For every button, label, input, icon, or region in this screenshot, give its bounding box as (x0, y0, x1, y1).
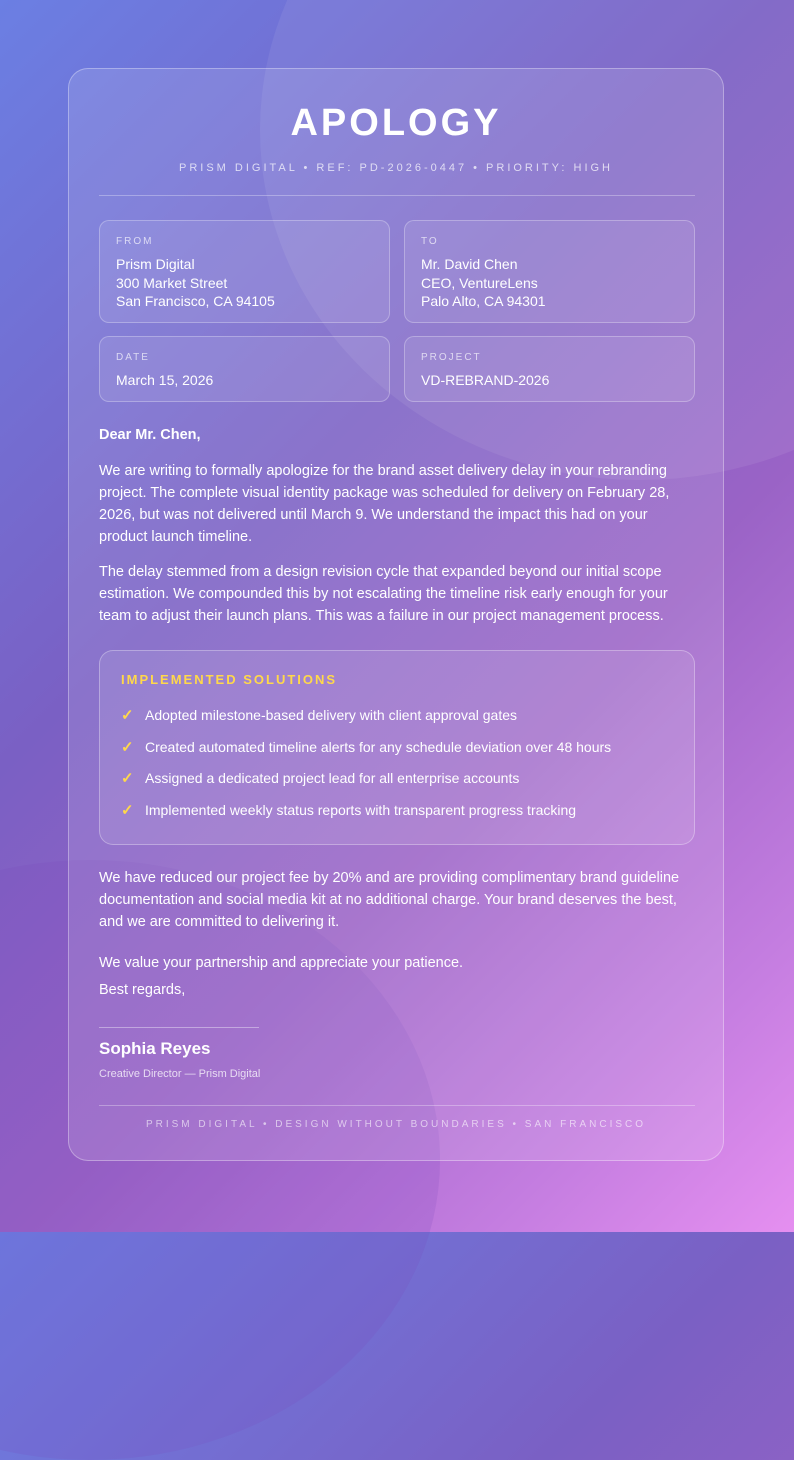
body-paragraph: We are writing to formally apologize for the brand asset delivery delay in your rebranding project. The complete visual identity package was scheduled for delivery on February 28, 2026, but was not delivered until March 9. We understand the impact this had on your product launch timeline. (99, 463, 670, 545)
to-label: TO (421, 236, 439, 247)
letter-title: APOLOGY (290, 102, 502, 144)
to-line: Mr. David Chen (421, 256, 518, 272)
signature-line (99, 1027, 259, 1028)
to-line: CEO, VentureLens (421, 274, 538, 291)
check-icon: ✓ (121, 802, 134, 819)
closing-line: We value your partnership and appreciate your patience. (99, 955, 464, 971)
solution-item (121, 768, 519, 788)
check-icon: ✓ (121, 739, 134, 756)
from-line: 300 Market Street (116, 274, 228, 291)
to-line: Palo Alto, CA 94301 (421, 293, 546, 309)
salutation: Dear Mr. Chen, (99, 427, 201, 443)
check-icon: ✓ (121, 770, 134, 787)
header-divider (99, 195, 695, 196)
footer-text: PRISM DIGITAL • DESIGN WITHOUT BOUNDARIES • SAN FRANCISCO (145, 1119, 647, 1130)
from-line: Prism Digital (116, 256, 195, 272)
solution-item (121, 705, 517, 725)
to-box (404, 220, 695, 323)
date-label: DATE (116, 352, 150, 363)
project-value: VD-REBRAND-2026 (421, 372, 550, 388)
footer-divider (99, 1105, 695, 1106)
check-icon: ✓ (121, 707, 134, 724)
solution-text: Assigned a dedicated project lead for all enterprise accounts (145, 770, 520, 786)
from-label: FROM (116, 236, 154, 247)
body-paragraph: The delay stemmed from a design revision cycle that expanded beyond our initial scope estimation. We compounded this by not escalating the timeline risk early enough for your team to adjust their launch plans. This was a failure in our project management process. (99, 564, 668, 624)
letter-subtitle: PRISM DIGITAL • REF: PD-2026-0447 • PRIORITY: HIGH (179, 162, 613, 174)
from-line: San Francisco, CA 94105 (116, 293, 275, 309)
solution-item (121, 737, 611, 757)
solutions-title: IMPLEMENTED SOLUTIONS (121, 672, 338, 687)
date-box (99, 336, 390, 402)
solution-text: Created automated timeline alerts for any schedule deviation over 48 hours (145, 739, 612, 755)
solution-text: Implemented weekly status reports with transparent progress tracking (145, 802, 577, 818)
project-box (404, 336, 695, 402)
signature-role: Creative Director — Prism Digital (99, 1068, 261, 1080)
body-paragraph: We have reduced our project fee by 20% and are providing complimentary brand guideline documentation and social media kit at no additional charge. Your brand deserves the best, and we are committed to delivering it. (99, 870, 680, 930)
solutions-box (99, 650, 695, 845)
signature-name: Sophia Reyes (99, 1039, 211, 1058)
solution-item (121, 800, 576, 820)
from-box (99, 220, 390, 323)
project-label: PROJECT (421, 352, 482, 363)
date-value: March 15, 2026 (116, 372, 214, 388)
apology-letter-card (68, 68, 724, 1161)
closing-line: Best regards, (99, 982, 186, 998)
solution-text: Adopted milestone-based delivery with client approval gates (145, 707, 517, 723)
